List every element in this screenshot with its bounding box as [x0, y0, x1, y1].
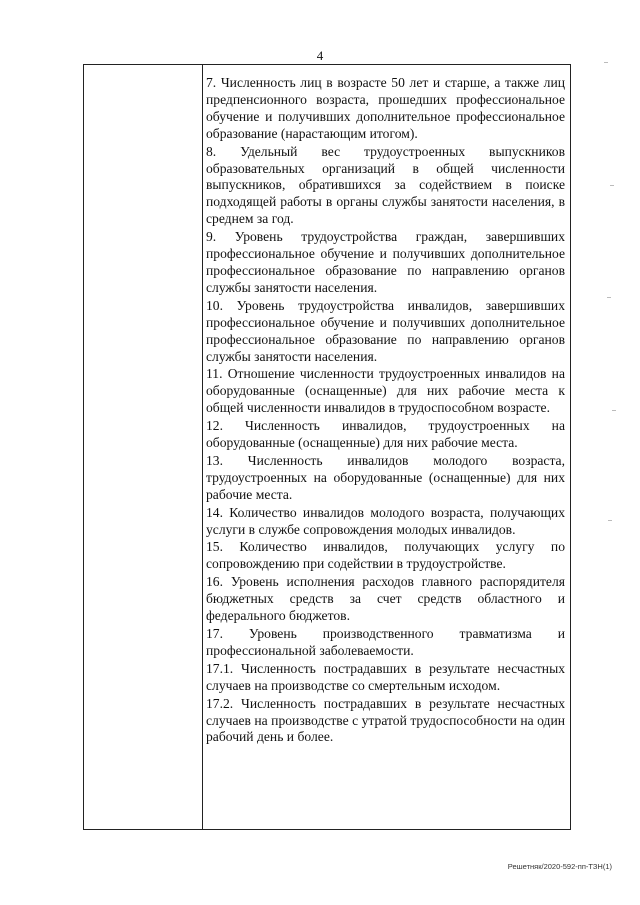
- indicator-item-17: 17. Уровень производственного травматизма и профессиональной заболеваемости.: [206, 626, 565, 658]
- indicator-item-13: 13. Численность инвалидов молодого возраста, трудоустроенных на оборудованные (оснащенные) для них рабочие места.: [206, 452, 565, 502]
- column-divider: [202, 65, 203, 829]
- indicator-item-9: 9. Уровень трудоустройства граждан, завершивших профессиональное обучение и получивших дополнительное профессиональное образование по направлению органов службы занятости населения.: [206, 229, 565, 295]
- indicator-item-7: 7. Численность лиц в возрасте 50 лет и старше, а также лиц предпенсионного возраста, прошедших профессиональное обучение и получивших дополнительное профессиональное образование (нарастающим итогом).: [206, 75, 565, 141]
- page-number: 4: [316, 48, 324, 63]
- indicator-list: [206, 75, 565, 747]
- scan-speck: [608, 520, 612, 521]
- indicator-item-16: 16. Уровень исполнения расходов главного распорядителя бюджетных средств за счет средств областного и федерального бюджетов.: [206, 574, 565, 624]
- scan-speck: [607, 297, 611, 298]
- indicator-item-17-2: 17.2. Численность пострадавших в результате несчастных случаев на производстве с утратой трудоспособности на один рабочий день и более.: [206, 695, 565, 745]
- indicator-table: [83, 64, 571, 830]
- indicator-item-17-1: 17.1. Численность пострадавших в результате несчастных случаев на производстве со смертельным исходом.: [206, 660, 565, 693]
- indicator-item-15: 15. Количество инвалидов, получающих услугу по сопровождению при содействии в трудоустройстве.: [206, 539, 565, 572]
- indicator-item-11: 11. Отношение численности трудоустроенных инвалидов на оборудованные (оснащенные) для них рабочие места к общей численности инвалидов в трудоспособном возрасте.: [206, 366, 565, 416]
- scan-speck: [612, 410, 616, 411]
- indicator-item-10: 10. Уровень трудоустройства инвалидов, завершивших профессиональное обучение и получивших дополнительное профессиональное образование по направлению органов службы занятости населения.: [206, 297, 565, 364]
- scan-speck: [604, 62, 608, 63]
- indicator-item-12: 12. Численность инвалидов, трудоустроенных на оборудованные (оснащенные) для них рабочие места.: [206, 418, 565, 451]
- indicator-item-14: 14. Количество инвалидов молодого возраста, получающих услуги в службе сопровождения молодых инвалидов.: [206, 504, 565, 537]
- scan-speck: [610, 185, 614, 186]
- indicator-item-8: 8. Удельный вес трудоустроенных выпускников образовательных организаций в общей численности выпускников, обратившихся за содействием в поиске подходящей работы в органы службы занятости населения, в среднем за год.: [206, 143, 565, 227]
- document-code-footer: Решетняк/2020-592-пп-ТЗН(1): [507, 862, 612, 871]
